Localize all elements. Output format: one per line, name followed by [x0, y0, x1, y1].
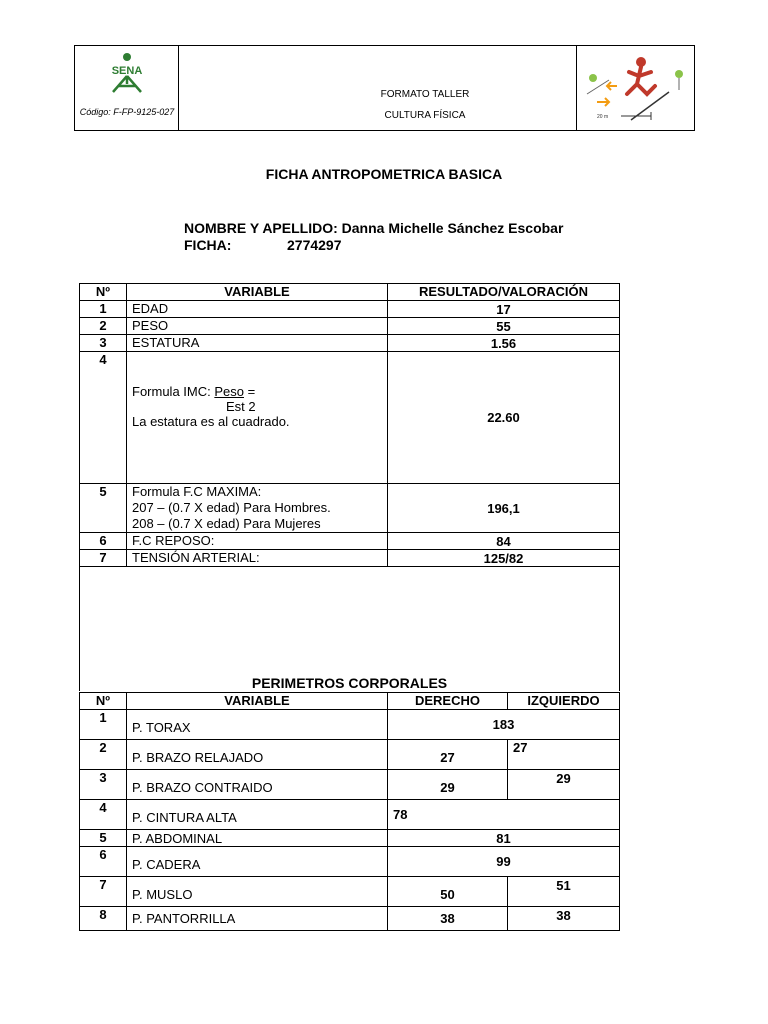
row-number: 2: [80, 318, 127, 335]
col-header-variable: VARIABLE: [127, 693, 388, 710]
row-derecho: 29: [388, 770, 508, 800]
header-image-cell: [576, 46, 694, 130]
anthropometric-table: [79, 283, 620, 691]
sena-logo-icon: [105, 52, 149, 94]
table-row-imc: [80, 352, 620, 484]
row-result: 22.60: [388, 352, 620, 484]
row-izquierdo: 38: [508, 907, 620, 931]
table-row: [80, 847, 620, 877]
table-row: [80, 830, 620, 847]
fc-line-1: Formula F.C MAXIMA:: [132, 484, 262, 499]
document-header: [74, 45, 695, 131]
row-number: 1: [80, 710, 127, 740]
row-number: 6: [80, 847, 127, 877]
col-header-derecho: DERECHO: [388, 693, 508, 710]
imc-formula-cell: [127, 352, 388, 484]
ficha-value: 2774297: [287, 237, 342, 253]
table-row: [80, 533, 620, 550]
row-izquierdo: 27: [508, 740, 620, 770]
row-result: 17: [388, 301, 620, 318]
row-result: 196,1: [388, 484, 620, 533]
table-row: [80, 710, 620, 740]
row-number: 4: [80, 352, 127, 484]
row-result: 125/82: [388, 550, 620, 567]
row-variable: EDAD: [127, 301, 388, 318]
name-line: [184, 220, 563, 236]
row-number: 2: [80, 740, 127, 770]
table-row: [80, 550, 620, 567]
table-row: [80, 318, 620, 335]
table-row: [80, 770, 620, 800]
row-number: 6: [80, 533, 127, 550]
row-variable: PESO: [127, 318, 388, 335]
row-result: 84: [388, 533, 620, 550]
row-value: 78: [388, 800, 620, 830]
row-variable: P. BRAZO CONTRAIDO: [127, 770, 388, 800]
table-header-row: [80, 693, 620, 710]
page-title: FICHA ANTROPOMETRICA BASICA: [265, 166, 503, 182]
table-row-fc-max: [80, 484, 620, 533]
row-variable: F.C REPOSO:: [127, 533, 388, 550]
table-row: [80, 800, 620, 830]
row-number: 1: [80, 301, 127, 318]
row-number: 4: [80, 800, 127, 830]
logo-text: SENA: [111, 65, 143, 77]
col-header-num: Nº: [80, 284, 127, 301]
imc-peso: Peso: [214, 384, 244, 399]
col-header-izquierdo: IZQUIERDO: [508, 693, 620, 710]
row-variable: P. BRAZO RELAJADO: [127, 740, 388, 770]
row-derecho: 38: [388, 907, 508, 931]
row-result: 55: [388, 318, 620, 335]
col-header-num: Nº: [80, 693, 127, 710]
row-number: 8: [80, 907, 127, 931]
row-value: 81: [388, 830, 620, 847]
row-number: 5: [80, 830, 127, 847]
fc-line-3: 208 – (0.7 X edad) Para Mujeres: [132, 516, 321, 531]
name-label: NOMBRE Y APELLIDO:: [184, 220, 338, 236]
table-row: [80, 907, 620, 931]
row-number: 7: [80, 550, 127, 567]
ficha-line: [184, 237, 342, 253]
fc-formula-cell: [127, 484, 388, 533]
row-variable: P. MUSLO: [127, 877, 388, 907]
row-value: 183: [388, 710, 620, 740]
image-caption: 20 m: [597, 114, 609, 120]
table-row: [80, 301, 620, 318]
table-row: [80, 335, 620, 352]
row-izquierdo: 51: [508, 877, 620, 907]
col-header-variable: VARIABLE: [127, 284, 388, 301]
col-header-result: RESULTADO/VALORACIÓN: [388, 284, 620, 301]
table-row: [80, 877, 620, 907]
perimetros-table: [79, 692, 620, 931]
table-header-row: [80, 284, 620, 301]
row-variable: TENSIÓN ARTERIAL:: [127, 550, 388, 567]
row-variable: P. TORAX: [127, 710, 388, 740]
row-number: 3: [80, 770, 127, 800]
row-result: 1.56: [388, 335, 620, 352]
row-number: 3: [80, 335, 127, 352]
format-title: FORMATO TALLER: [380, 89, 470, 100]
row-variable: P. ABDOMINAL: [127, 830, 388, 847]
perimetros-title: PERIMETROS CORPORALES: [80, 567, 620, 691]
row-derecho: 27: [388, 740, 508, 770]
form-code: Código: F-FP-9125-027: [79, 107, 175, 117]
table-row: [80, 740, 620, 770]
imc-formula-line: Formula IMC: Peso =: [132, 384, 256, 399]
row-variable: P. CADERA: [127, 847, 388, 877]
row-variable: P. CINTURA ALTA: [127, 800, 388, 830]
row-izquierdo: 29: [508, 770, 620, 800]
row-derecho: 50: [388, 877, 508, 907]
imc-note: La estatura es al cuadrado.: [132, 414, 290, 429]
ficha-label: FICHA:: [184, 237, 232, 253]
imc-est: Est 2: [226, 399, 256, 414]
perimetros-title-row: [80, 567, 620, 691]
fc-line-2: 207 – (0.7 X edad) Para Hombres.: [132, 500, 331, 515]
format-subtitle: CULTURA FÍSICA: [384, 110, 466, 121]
row-number: 7: [80, 877, 127, 907]
row-variable: P. PANTORRILLA: [127, 907, 388, 931]
row-value: 99: [388, 847, 620, 877]
row-variable: ESTATURA: [127, 335, 388, 352]
row-number: 5: [80, 484, 127, 533]
logo-cell: [75, 46, 179, 130]
runner-illustration-icon: [583, 50, 687, 126]
name-value: Danna Michelle Sánchez Escobar: [341, 220, 564, 236]
